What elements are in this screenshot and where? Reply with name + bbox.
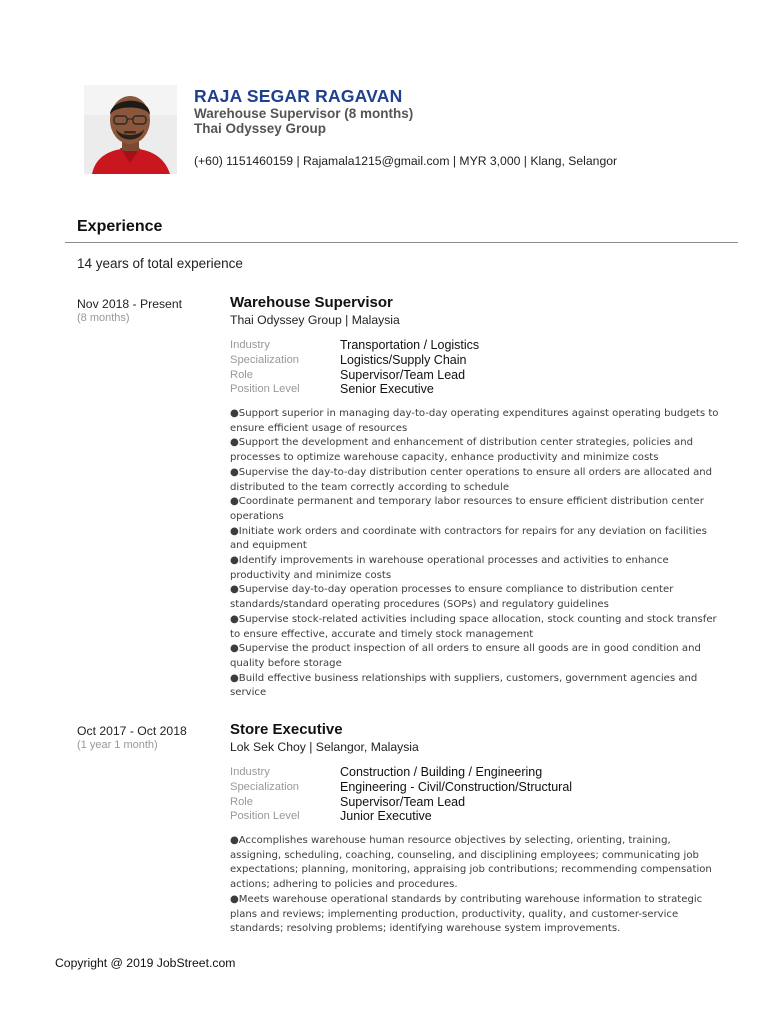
description-line: ●Build effective business relationships with suppliers, customers, government agencies and: [230, 672, 698, 684]
meta-label: Industry: [230, 339, 270, 351]
entry-job-title: Warehouse Supervisor: [230, 294, 393, 311]
entry-company: Thai Odyssey Group | Malaysia: [230, 313, 400, 327]
meta-row-industry: [230, 339, 710, 354]
meta-value: Senior Executive: [340, 382, 434, 397]
description-line: expectations; planning, monitoring, appraising job contributions; recommending compensation: [230, 864, 712, 876]
entry-meta: [230, 339, 710, 398]
meta-value: Engineering - Civil/Construction/Structural: [340, 779, 573, 794]
entry-description: [230, 407, 722, 701]
description-line: ●Accomplishes warehouse human resource objectives by selecting, orienting, training,: [230, 835, 671, 846]
entry-job-title: Store Executive: [230, 721, 343, 738]
entry-meta: [230, 766, 710, 825]
description-line: operations: [230, 510, 284, 522]
description-line: actions; adhering to policies and procedures.: [230, 879, 458, 891]
meta-row-role: [230, 796, 710, 811]
copyright-footer: Copyright @ 2019 JobStreet.com: [55, 956, 236, 970]
contact-line: (+60) 1151460159 | Rajamala1215@gmail.com | MYR 3,000 | Klang, Selangor: [194, 154, 618, 168]
meta-label: Role: [230, 795, 254, 808]
meta-row-position-level: [230, 810, 710, 825]
description-line: and equipment: [230, 540, 307, 552]
current-role: Warehouse Supervisor (8 months): [194, 106, 414, 121]
meta-value: Supervisor/Team Lead: [340, 794, 466, 809]
description-line: ●Supervise the day-to-day distribution center operations to ensure all orders are allocated and: [230, 466, 713, 478]
meta-label: Role: [230, 368, 254, 381]
person-icon: [84, 85, 177, 174]
description-line: ●Meets warehouse operational standards by contributing warehouse information to strategic: [230, 893, 703, 905]
description-line: ensure efficient usage of resources: [230, 422, 408, 434]
description-line: standards/standard operating procedures (SOPs) and regulatory guidelines: [230, 599, 609, 611]
description-line: productivity and minimize costs: [230, 569, 392, 581]
meta-row-position-level: [230, 383, 710, 398]
meta-row-specialization: [230, 781, 710, 796]
section-title-experience: Experience: [77, 218, 163, 235]
description-line: ●Initiate work orders and coordinate with contractors for repairs for any deviation on facilities: [230, 525, 707, 537]
current-company: Thai Odyssey Group: [194, 121, 327, 136]
meta-row-industry: [230, 766, 710, 781]
description-line: quality before storage: [230, 657, 342, 669]
meta-label: Position Level: [230, 383, 300, 396]
total-experience: 14 years of total experience: [77, 256, 243, 271]
description-line: to ensure effective, accurate and timely stock management: [230, 628, 534, 640]
entry-dates: Nov 2018 - Present: [77, 297, 183, 311]
description-line: assigning, scheduling, coaching, counseling, and disciplining employees; communicating job: [230, 849, 699, 861]
meta-label: Position Level: [230, 810, 300, 823]
profile-photo: [84, 85, 177, 174]
description-line: ●Support superior in managing day-to-day operating expenditures against operating budgets to: [230, 408, 719, 419]
entry-dates: Oct 2017 - Oct 2018: [77, 724, 187, 738]
entry-duration: (8 months): [77, 312, 130, 324]
description-line: ●Supervise stock-related activities including space allocation, stock counting and stock transfer: [230, 613, 717, 625]
meta-value: Transportation / Logistics: [340, 338, 480, 352]
meta-row-specialization: [230, 354, 710, 369]
entry-duration: (1 year 1 month): [77, 739, 158, 751]
description-line: processes to optimize warehouse capacity, enhance productivity and minimize costs: [230, 452, 659, 464]
entry-description: [230, 834, 722, 937]
meta-label: Specialization: [230, 780, 300, 793]
meta-label: Industry: [230, 766, 270, 778]
candidate-name: RAJA SEGAR RAGAVAN: [194, 86, 403, 106]
description-line: standards; resolving problems; identifying warehouse system improvements.: [230, 923, 621, 935]
description-line: ●Supervise day-to-day operation processes to ensure compliance to distribution center: [230, 584, 674, 596]
meta-value: Supervisor/Team Lead: [340, 367, 466, 382]
description-line: ●Supervise the product inspection of all orders to ensure all goods are in good condition and: [230, 643, 701, 655]
description-line: service: [230, 687, 267, 699]
meta-value: Construction / Building / Engineering: [340, 765, 543, 779]
meta-value: Junior Executive: [340, 809, 432, 824]
description-line: plans and reviews; implementing production, productivity, quality, and customer-service: [230, 908, 679, 920]
entry-company: Lok Sek Choy | Selangor, Malaysia: [230, 740, 419, 754]
meta-label: Specialization: [230, 353, 300, 366]
meta-value: Logistics/Supply Chain: [340, 352, 467, 367]
section-divider: [65, 242, 738, 243]
description-line: ●Identify improvements in warehouse operational processes and activities to enhance: [230, 555, 669, 567]
meta-row-role: [230, 369, 710, 384]
description-line: distributed to the team correctly according to schedule: [230, 481, 510, 493]
description-line: ●Coordinate permanent and temporary labor resources to ensure efficient distribution center: [230, 496, 704, 508]
description-line: ●Support the development and enhancement of distribution center strategies, policies and: [230, 437, 694, 449]
